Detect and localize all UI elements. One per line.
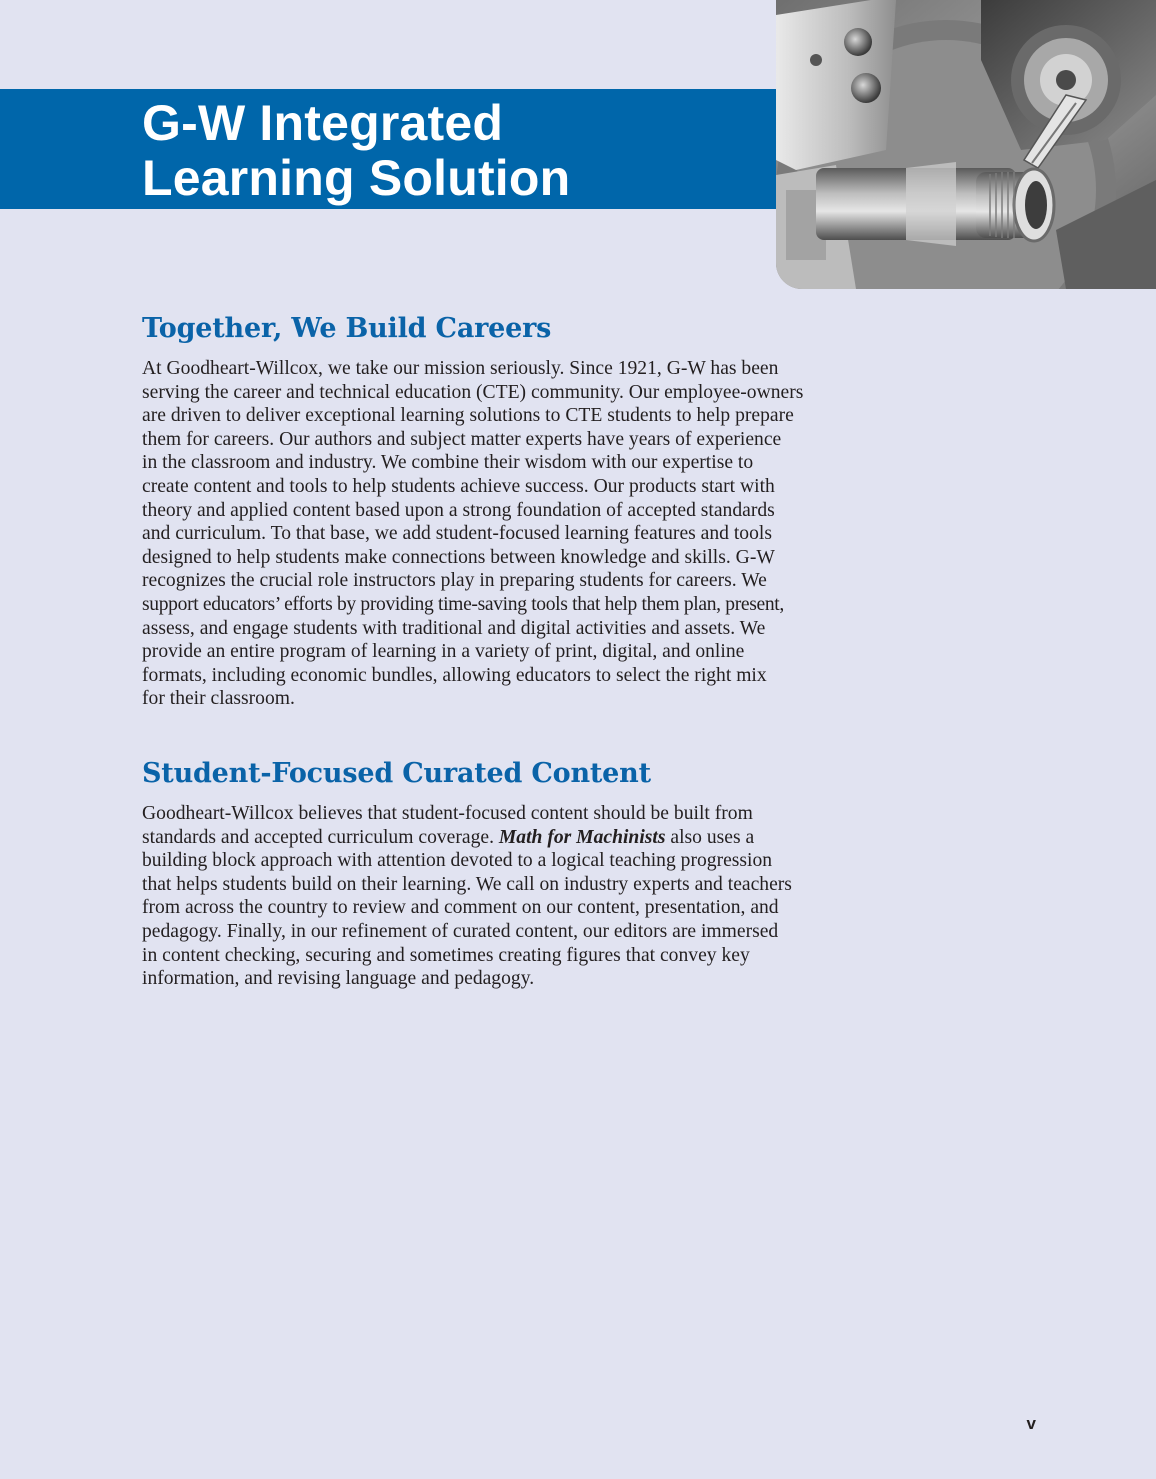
paragraph-line: At Goodheart-Willcox, we take our mission seriously. Since 1921, G-W has been bbox=[142, 358, 779, 379]
section-body-student-focused-curated-content bbox=[142, 802, 870, 991]
paragraph-line: create content and tools to help students achieve success. Our products start with bbox=[142, 475, 775, 497]
paragraph-line-with-book-title bbox=[142, 826, 870, 850]
section-body-together-we-build-careers bbox=[142, 357, 870, 711]
paragraph-line: formats, including economic bundles, allowing educators to select the right mix bbox=[142, 664, 767, 686]
paragraph-line: assess, and engage students with traditional and digital activities and assets. We bbox=[142, 617, 766, 639]
line-text: standards and accepted curriculum coverage. bbox=[142, 826, 499, 848]
paragraph-line: designed to help students make connections between knowledge and skills. G-W bbox=[142, 546, 775, 568]
paragraph-line: in the classroom and industry. We combine their wisdom with our expertise to bbox=[142, 452, 754, 474]
paragraph-line: theory and applied content based upon a strong foundation of accepted standards bbox=[142, 499, 775, 521]
machining-photo bbox=[776, 0, 1156, 289]
paragraph-line: Goodheart-Willcox believes that student-focused content should be built from bbox=[142, 803, 753, 824]
machining-photo-illustration bbox=[776, 0, 1156, 289]
paragraph-line: for their classroom. bbox=[142, 688, 295, 710]
paragraph-line: recognizes the crucial role instructors play in preparing students for careers. We bbox=[142, 570, 767, 592]
section-heading-student-focused-curated-content: Student-Focused Curated Content bbox=[142, 758, 651, 789]
book-title: Math for Machinists bbox=[498, 826, 666, 848]
paragraph-line: support educators’ efforts by providing time-saving tools that help them plan, present, bbox=[142, 593, 784, 615]
paragraph-line: from across the country to review and comment on our content, presentation, and bbox=[142, 897, 779, 919]
page-title-line-2: Learning Solution bbox=[142, 150, 571, 206]
paragraph-line: information, and revising language and pedagogy. bbox=[142, 968, 535, 990]
paragraph-line: and curriculum. To that base, we add student-focused learning features and tools bbox=[142, 523, 772, 545]
paragraph-line: that helps students build on their learning. We call on industry experts and teachers bbox=[142, 873, 792, 895]
paragraph-line: building block approach with attention devoted to a logical teaching progression bbox=[142, 850, 773, 872]
paragraph-line: provide an entire program of learning in a variety of print, digital, and online bbox=[142, 641, 745, 663]
paragraph-line: in content checking, securing and sometimes creating figures that convey key bbox=[142, 944, 750, 966]
page-number: v bbox=[1026, 1414, 1036, 1433]
line-text: also uses a bbox=[665, 826, 755, 848]
page-title-line-1: G-W Integrated bbox=[142, 95, 504, 151]
paragraph-line: are driven to deliver exceptional learning solutions to CTE students to help prepare bbox=[142, 405, 794, 427]
paragraph-line: pedagogy. Finally, in our refinement of curated content, our editors are immersed bbox=[142, 920, 779, 942]
section-heading-together-we-build-careers: Together, We Build Careers bbox=[142, 313, 552, 344]
page-title bbox=[142, 96, 570, 206]
paragraph-line: them for careers. Our authors and subject matter experts have years of experience bbox=[142, 428, 782, 450]
paragraph-line: serving the career and technical education (CTE) community. Our employee-owners bbox=[142, 381, 804, 403]
